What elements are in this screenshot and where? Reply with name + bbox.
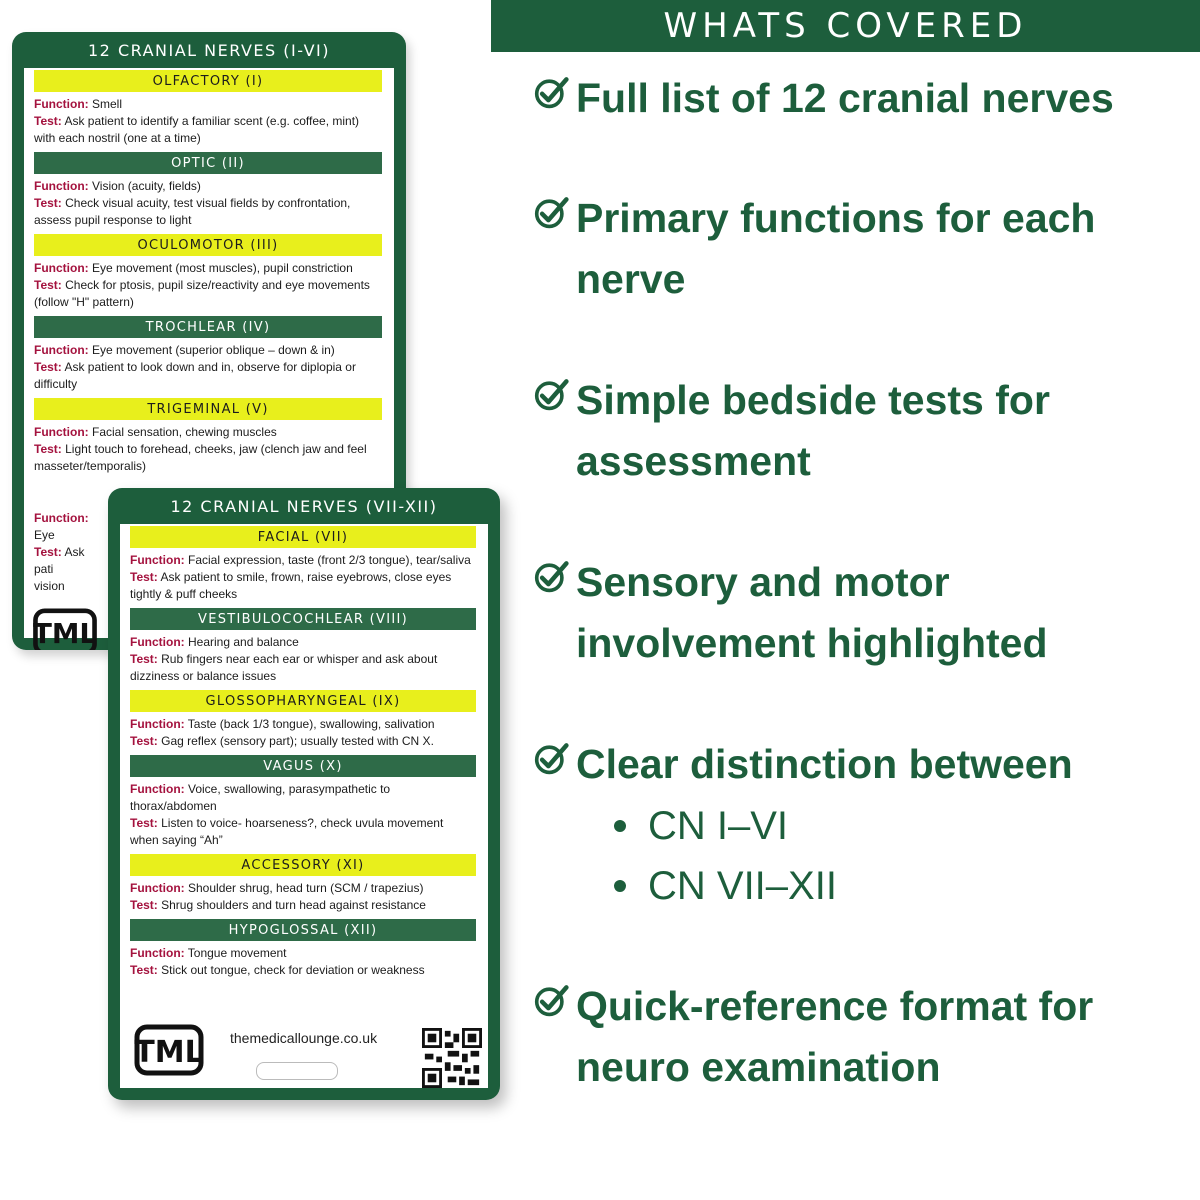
- check-circle-icon: [534, 74, 570, 110]
- banner-title: WHATS COVERED: [663, 6, 1028, 46]
- function-text: Tongue movement: [187, 946, 287, 960]
- nerve-section: [120, 854, 488, 919]
- function-text: Voice, swallowing, parasympathetic to thorax/abdomen: [130, 782, 391, 813]
- test-text: Check for ptosis, pupil size/reactivity and eye movements (follow "H" pattern): [34, 278, 370, 309]
- test-text: Ask patient to identify a familiar scent (e.g. coffee, mint) with each nostril (one at a time): [34, 114, 360, 145]
- test-text: Gag reflex (sensory part); usually tested with CN X.: [161, 734, 434, 748]
- test-text: Ask pati: [34, 545, 85, 576]
- test-text: Rub fingers near each ear or whisper and ask about dizziness or balance issues: [130, 652, 438, 683]
- test-label: Test:: [130, 570, 158, 584]
- function-text: Smell: [92, 97, 123, 111]
- bullet-dot-icon: [614, 820, 626, 832]
- function-label: Function:: [130, 881, 185, 895]
- check-circle-icon: [534, 740, 570, 776]
- feature-text: Sensory and motor involvement highlighted: [576, 559, 1048, 666]
- card-body: [120, 524, 488, 1088]
- function-text: Eye movement (most muscles), pupil constriction: [92, 261, 353, 275]
- nerve-details: [24, 420, 394, 480]
- nerve-section: [24, 316, 394, 398]
- nerve-header: GLOSSOPHARYNGEAL (IX): [130, 690, 476, 712]
- nerve-section: [120, 526, 488, 608]
- test-label: Test:: [34, 360, 62, 374]
- nerve-section: [24, 234, 394, 316]
- function-label: Function:: [130, 782, 185, 796]
- test-label: Test:: [130, 898, 158, 912]
- feature-text: Quick-reference format for neuro examination: [576, 983, 1094, 1090]
- nerve-details: [120, 777, 488, 854]
- function-text: Hearing and balance: [188, 635, 299, 649]
- test-label: Test:: [130, 816, 158, 830]
- tml-logo-icon: [134, 1024, 204, 1076]
- bullet-text: CN VII–XII: [648, 864, 837, 908]
- check-circle-icon: [534, 194, 570, 230]
- nerve-header: HYPOGLOSSAL (XII): [130, 919, 476, 941]
- nerve-details: [120, 876, 488, 919]
- feature-text: Full list of 12 cranial nerves: [576, 75, 1114, 121]
- nerve-details: [120, 548, 488, 608]
- nerve-section: [24, 70, 394, 152]
- nerve-section: [24, 152, 394, 234]
- check-circle-icon: [534, 376, 570, 412]
- bullet-list: [614, 796, 1014, 916]
- test-text: Light touch to forehead, cheeks, jaw (clench jaw and feel masseter/temporalis): [34, 442, 367, 473]
- nerve-header: ACCESSORY (XI): [130, 854, 476, 876]
- function-text: Facial sensation, chewing muscles: [92, 425, 277, 439]
- nerve-details: [24, 92, 394, 152]
- nerve-section: [120, 690, 488, 755]
- test-text: Stick out tongue, check for deviation or weakness: [161, 963, 425, 977]
- function-label: Function:: [34, 343, 89, 357]
- test-text: Ask patient to look down and in, observe for diplopia or difficulty: [34, 360, 356, 391]
- test-label: Test:: [34, 545, 62, 559]
- test-text: Shrug shoulders and turn head against resistance: [161, 898, 426, 912]
- function-label: Function:: [130, 553, 185, 567]
- bullet-item: [614, 796, 1014, 856]
- test-text: Ask patient to smile, frown, raise eyebrows, close eyes tightly & puff cheeks: [130, 570, 452, 601]
- test-label: Test:: [130, 652, 158, 666]
- function-label: Function:: [130, 635, 185, 649]
- bullet-dot-icon: [614, 880, 626, 892]
- function-label: Function:: [130, 717, 185, 731]
- card-cranial-nerves-7-12: [108, 488, 500, 1100]
- nerve-section: [120, 608, 488, 690]
- test-text-extra: vision: [34, 579, 65, 593]
- test-label: Test:: [34, 114, 62, 128]
- nerve-details: [120, 712, 488, 755]
- function-label: Function:: [34, 179, 89, 193]
- nerve-section: [120, 919, 488, 984]
- function-label: Function:: [34, 511, 89, 525]
- logo-text: TML: [32, 617, 98, 651]
- feature-text: Primary functions for each nerve: [576, 195, 1096, 302]
- nerve-header: VAGUS (X): [130, 755, 476, 777]
- card-title: 12 CRANIAL NERVES (I-VI): [88, 40, 330, 60]
- nerve-header: OCULOMOTOR (III): [34, 234, 382, 256]
- feature-text: Clear distinction between: [576, 741, 1073, 787]
- nerve-header: TROCHLEAR (IV): [34, 316, 382, 338]
- nerve-details: [24, 174, 394, 234]
- nerve-details: [24, 338, 394, 398]
- nerve-header: TRIGEMINAL (V): [34, 398, 382, 420]
- nerve-header: OLFACTORY (I): [34, 70, 382, 92]
- card-slot: [256, 1062, 338, 1080]
- website-link[interactable]: themedicallounge.co.uk: [230, 1030, 378, 1046]
- bullet-text: CN I–VI: [648, 804, 789, 848]
- nerve-details: [24, 256, 394, 316]
- header-banner: [491, 0, 1200, 52]
- test-text: Listen to voice- hoarseness?, check uvula movement when saying “Ah”: [130, 816, 444, 847]
- nerve-section: [120, 755, 488, 854]
- nerve-section: [24, 398, 394, 480]
- function-text: Vision (acuity, fields): [92, 179, 201, 193]
- test-label: Test:: [130, 963, 158, 977]
- nerve-details-partial: [24, 506, 118, 600]
- check-circle-icon: [534, 982, 570, 1018]
- logo-text: TML: [134, 1035, 204, 1070]
- nerve-details: [120, 630, 488, 690]
- feature-text: Simple bedside tests for assessment: [576, 377, 1050, 484]
- card-title: 12 CRANIAL NERVES (VII-XII): [170, 496, 438, 516]
- qr-code-icon: [422, 1028, 482, 1088]
- bullet-item: [614, 856, 1014, 916]
- nerve-details: [120, 941, 488, 984]
- tml-logo-icon: [32, 608, 98, 650]
- nerve-header: FACIAL (VII): [130, 526, 476, 548]
- function-text: Facial expression, taste (front 2/3 tongue), tear/saliva: [188, 553, 471, 567]
- check-circle-icon: [534, 558, 570, 594]
- function-label: Function:: [34, 261, 89, 275]
- test-label: Test:: [130, 734, 158, 748]
- test-label: Test:: [34, 442, 62, 456]
- function-text: Shoulder shrug, head turn (SCM / trapezius): [188, 881, 424, 895]
- function-text: Eye: [34, 528, 55, 542]
- nerve-header: VESTIBULOCOCHLEAR (VIII): [130, 608, 476, 630]
- function-text: Taste (back 1/3 tongue), swallowing, salivation: [187, 717, 435, 731]
- test-text: Check visual acuity, test visual fields by confrontation, assess pupil response to light: [34, 196, 351, 227]
- function-label: Function:: [130, 946, 185, 960]
- nerve-header: OPTIC (II): [34, 152, 382, 174]
- test-label: Test:: [34, 278, 62, 292]
- test-label: Test:: [34, 196, 62, 210]
- function-label: Function:: [34, 97, 89, 111]
- function-label: Function:: [34, 425, 89, 439]
- function-text: Eye movement (superior oblique – down & in): [92, 343, 335, 357]
